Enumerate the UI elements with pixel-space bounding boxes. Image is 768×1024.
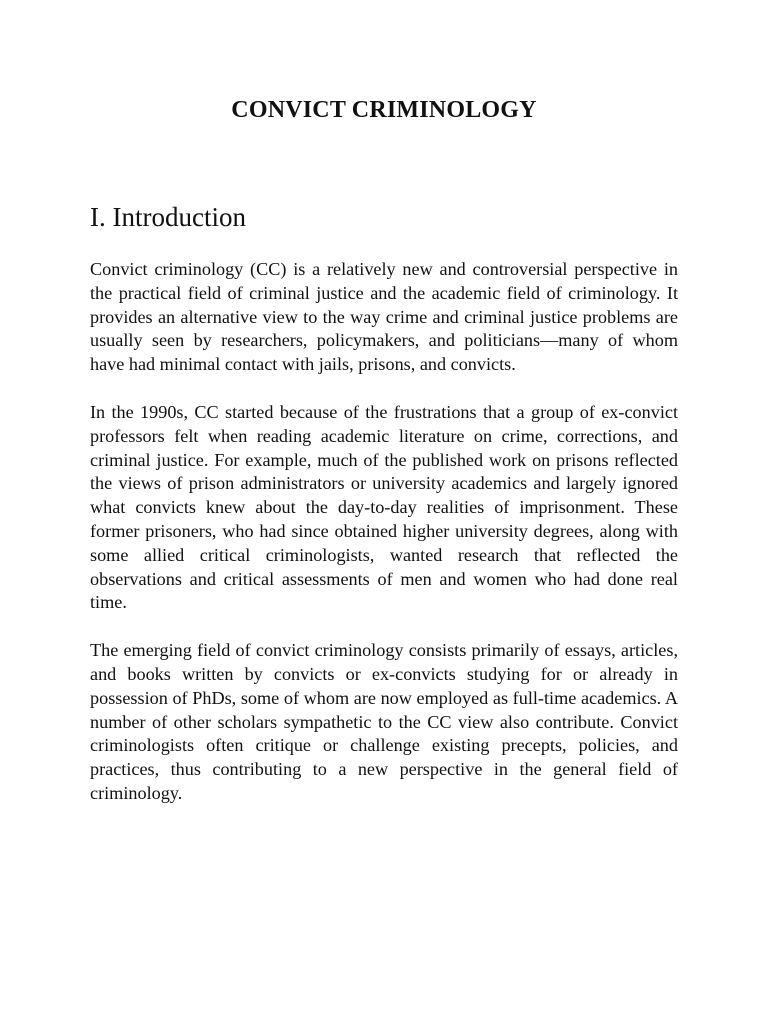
paragraph-1: Convict criminology (CC) is a relatively new and controversial perspective in the practical field of criminal justice and the academic field of criminology. It provides an alternative view to the way crime and criminal justice problems are usually seen by researchers, policymakers, and politicians—many of whom have had minimal contact with jails, prisons, and convicts. [90, 259, 678, 375]
section-heading: I. Introduction [90, 202, 246, 232]
paragraph-3: The emerging field of convict criminology consists primarily of essays, articles, and books written by convicts or ex-convicts studying for or already in possession of PhDs, some of whom are now employed as full-time academics. A number of other scholars sympathetic to the CC view also contribute. Convict criminologists often critique or challenge existing precepts, policies, and practices, thus contributing to a new perspective in the general field of criminology. [90, 640, 678, 803]
document-title: CONVICT CRIMINOLOGY [231, 97, 537, 123]
paragraph-2: In the 1990s, CC started because of the frustrations that a group of ex-convict professors felt when reading academic literature on crime, corrections, and criminal justice. For example, much of the published work on prisons reflected the views of prison administrators or university academics and largely ignored what convicts knew about the day-to-day realities of imprisonment. These former prisoners, who had since obtained higher university degrees, along with some allied critical criminologists, wanted research that reflected the observations and critical assessments of men and women who had done real time. [90, 401, 678, 613]
